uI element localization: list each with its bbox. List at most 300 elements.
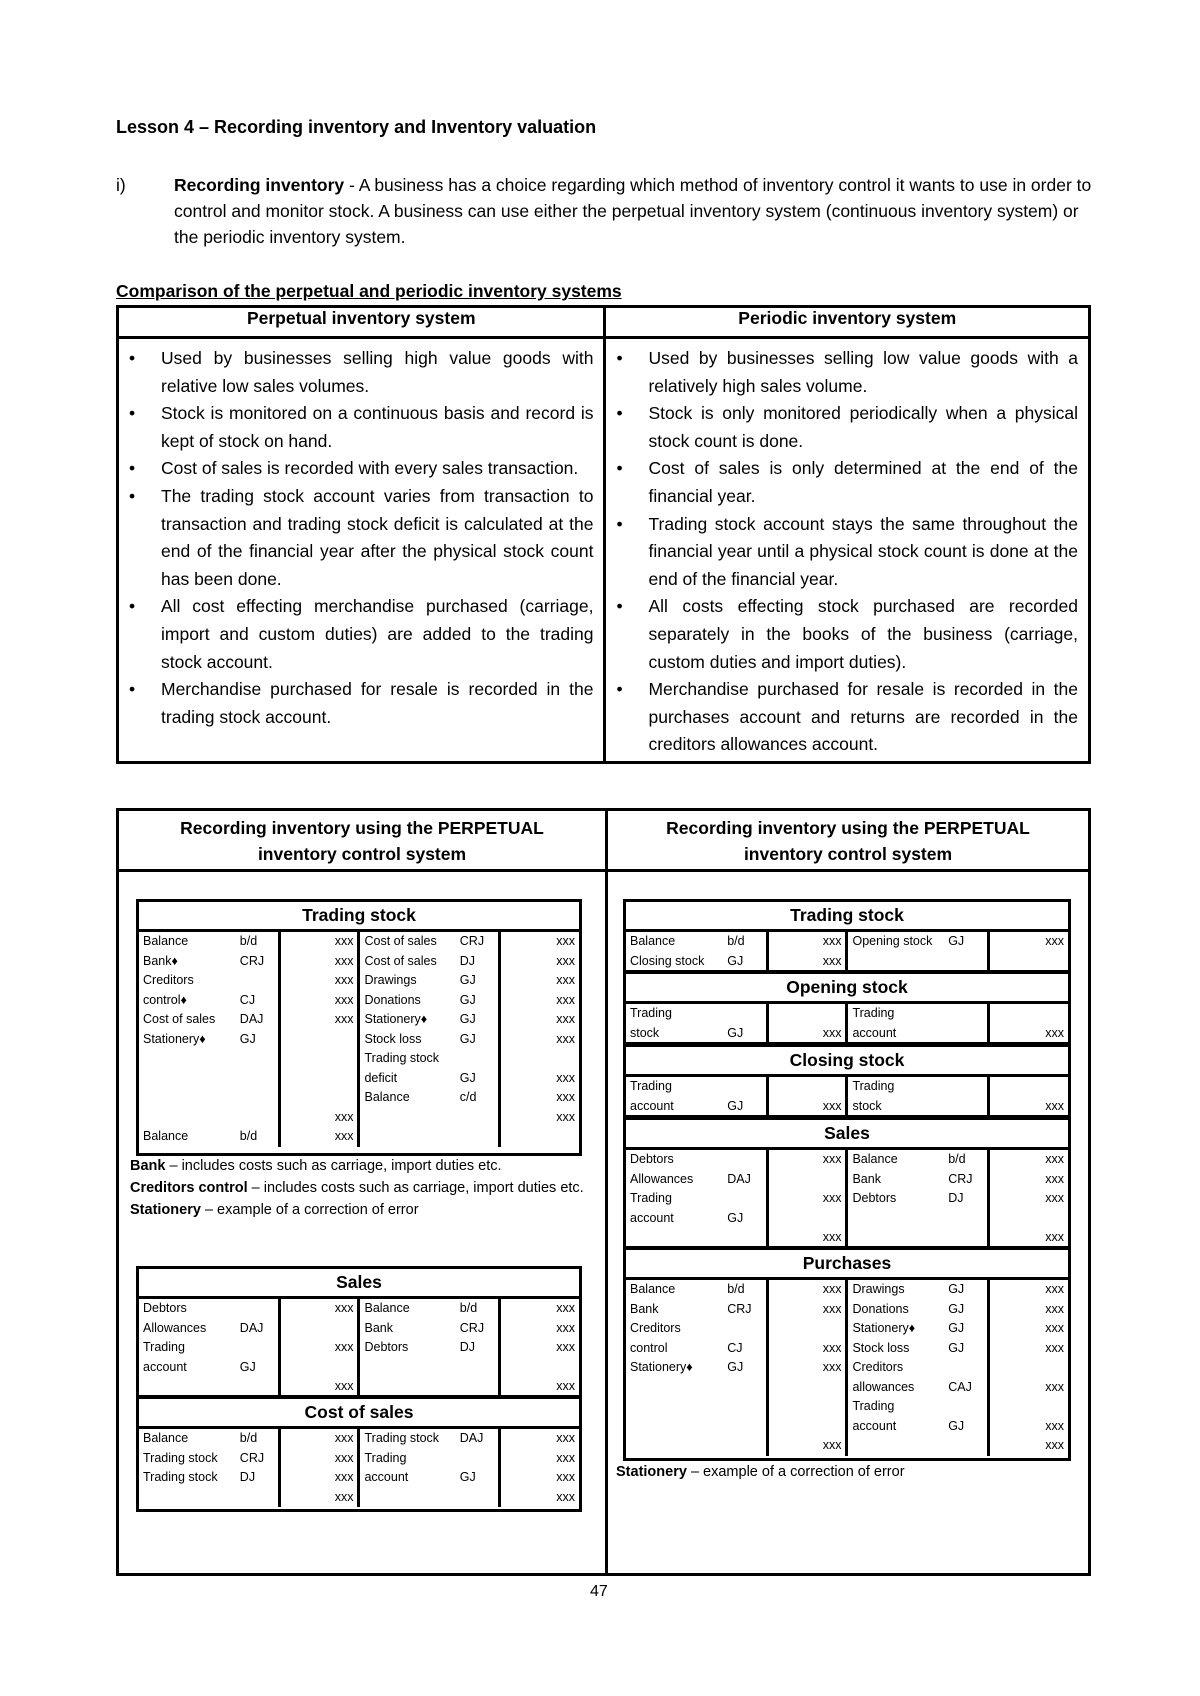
debit-details: Debtors bbox=[630, 1152, 674, 1166]
debit-folio bbox=[723, 1417, 767, 1437]
debit-details bbox=[139, 1108, 236, 1128]
bullet-point: • The trading stock account varies from transaction to transaction and trading stock deficit is calculated at the end of the financial year after the physical stock count has been done. bbox=[127, 483, 593, 593]
debit-details bbox=[139, 1069, 236, 1089]
debit-folio: GJ bbox=[723, 952, 767, 972]
credit-folio bbox=[944, 1436, 988, 1456]
account-title: Trading stock bbox=[626, 902, 1068, 932]
periodic-list bbox=[614, 345, 1078, 759]
credit-details: Debtors bbox=[852, 1191, 897, 1205]
credit-folio: GJ bbox=[944, 1339, 988, 1359]
periodic-closing-stock-account bbox=[623, 1044, 1071, 1118]
debit-amount: xxx bbox=[767, 932, 847, 952]
debit-amount: xxx bbox=[280, 1108, 359, 1128]
debit-folio bbox=[723, 1077, 767, 1097]
credit-details: Bank bbox=[364, 1320, 393, 1335]
debit-amount: xxx bbox=[280, 1377, 359, 1397]
debit-folio bbox=[723, 1319, 767, 1339]
debit-amount bbox=[767, 1417, 847, 1437]
lesson-title: Lesson 4 – Recording inventory and Inventory valuation bbox=[116, 117, 597, 137]
debit-folio: b/d bbox=[236, 1127, 280, 1147]
account-row bbox=[626, 1397, 1068, 1417]
credit-details: Trading stock bbox=[364, 1431, 440, 1445]
debit-details: control♦ bbox=[143, 992, 187, 1007]
perpetual-cell bbox=[118, 338, 605, 763]
account-row bbox=[139, 1010, 579, 1030]
credit-details: Debtors bbox=[364, 1340, 409, 1354]
credit-details: Stock loss bbox=[364, 1031, 422, 1046]
credit-folio: GJ bbox=[456, 1030, 500, 1050]
debit-details bbox=[139, 1488, 236, 1508]
credit-details: Creditors bbox=[852, 1360, 904, 1374]
account-row bbox=[626, 1417, 1068, 1437]
debit-details: Bank bbox=[630, 1301, 659, 1316]
account-row bbox=[139, 1488, 579, 1508]
credit-folio: b/d bbox=[456, 1299, 500, 1319]
credit-amount: xxx bbox=[556, 1070, 575, 1085]
credit-folio bbox=[944, 1397, 988, 1417]
debit-details: Trading bbox=[143, 1340, 185, 1354]
credit-amount: xxx bbox=[556, 1379, 575, 1393]
credit-folio: CAJ bbox=[944, 1378, 988, 1398]
debit-folio bbox=[236, 1069, 280, 1089]
account-row bbox=[626, 1228, 1068, 1248]
credit-amount: xxx bbox=[556, 973, 575, 987]
credit-amount bbox=[988, 1077, 1068, 1097]
credit-details: Donations bbox=[852, 1301, 909, 1316]
bullet-point: • Cost of sales is only determined at the end of the financial year. bbox=[614, 455, 1078, 510]
credit-amount: xxx bbox=[556, 992, 575, 1007]
note-bank: Bank – includes costs such as carriage, import duties etc. bbox=[130, 1158, 502, 1174]
debit-amount: xxx bbox=[280, 1449, 359, 1469]
account-title: Sales bbox=[626, 1120, 1068, 1150]
credit-folio bbox=[456, 1049, 500, 1069]
debit-folio: DAJ bbox=[236, 1010, 280, 1030]
perpetual-sales-account bbox=[136, 1266, 582, 1398]
credit-details bbox=[847, 952, 944, 972]
debit-amount: xxx bbox=[280, 1488, 359, 1508]
account-row bbox=[139, 1449, 579, 1469]
credit-amount: xxx bbox=[556, 1090, 575, 1104]
debit-details: Trading stock bbox=[143, 1450, 218, 1465]
debit-folio: CRJ bbox=[723, 1300, 767, 1320]
credit-details: Stationery♦ bbox=[852, 1321, 916, 1335]
debit-amount: xxx bbox=[767, 1300, 847, 1320]
credit-folio bbox=[944, 1358, 988, 1378]
debit-details: account bbox=[630, 1098, 674, 1113]
account-row bbox=[626, 932, 1068, 952]
credit-amount: xxx bbox=[556, 1012, 575, 1026]
debit-amount: xxx bbox=[767, 1358, 847, 1378]
debit-amount: xxx bbox=[767, 1024, 847, 1044]
bullet-point: • Cost of sales is recorded with every sales transaction. bbox=[127, 455, 593, 483]
credit-amount: xxx bbox=[1045, 1418, 1064, 1433]
debit-amount: xxx bbox=[280, 1127, 359, 1147]
account-row bbox=[139, 1429, 579, 1449]
debit-amount: xxx bbox=[280, 1468, 359, 1488]
debit-folio bbox=[236, 1488, 280, 1508]
account-row bbox=[139, 1377, 579, 1397]
credit-amount: xxx bbox=[1045, 1301, 1064, 1316]
account-row bbox=[626, 1170, 1068, 1190]
credit-amount bbox=[500, 1127, 579, 1147]
account-title: Opening stock bbox=[626, 974, 1068, 1004]
credit-folio bbox=[944, 1209, 988, 1229]
credit-details: allowances bbox=[852, 1379, 915, 1394]
credit-details: Balance bbox=[852, 1152, 898, 1166]
debit-details: Balance bbox=[143, 934, 189, 948]
credit-details bbox=[847, 1209, 944, 1229]
credit-amount: xxx bbox=[556, 1431, 575, 1445]
debit-details: Closing stock bbox=[630, 953, 705, 968]
account-row bbox=[139, 1030, 579, 1050]
debit-amount: xxx bbox=[280, 952, 359, 972]
debit-folio: GJ bbox=[723, 1097, 767, 1117]
debit-amount bbox=[280, 1049, 359, 1069]
credit-details: Trading bbox=[364, 1450, 407, 1465]
debit-folio: CRJ bbox=[236, 1449, 280, 1469]
debit-amount: xxx bbox=[280, 1299, 359, 1319]
credit-details: account bbox=[364, 1470, 409, 1484]
credit-folio: c/d bbox=[456, 1088, 500, 1108]
recording-text: - A business has a choice regarding which method of inventory control it wants to use in order to control and monitor stock. A business can use either the perpetual inventory system (continuous inventory system) or the periodic inventory system. bbox=[174, 175, 1092, 247]
debit-details bbox=[139, 1049, 236, 1069]
debit-folio bbox=[723, 1397, 767, 1417]
credit-details: Drawings bbox=[364, 973, 417, 987]
comparison-title: Comparison of the perpetual and periodic inventory systems bbox=[116, 281, 622, 301]
debit-folio bbox=[236, 1108, 280, 1128]
credit-details: Trading bbox=[852, 1079, 895, 1093]
credit-details bbox=[847, 1436, 944, 1456]
account-row bbox=[139, 1319, 579, 1339]
item-number: i) bbox=[116, 175, 126, 195]
recording-heading: Recording inventory bbox=[174, 175, 345, 195]
debit-folio: CJ bbox=[723, 1339, 767, 1359]
account-row bbox=[626, 1319, 1068, 1339]
periodic-trading-stock-account bbox=[623, 899, 1071, 973]
debit-amount bbox=[280, 1069, 359, 1089]
account-row bbox=[139, 1069, 579, 1089]
periodic-cell bbox=[605, 338, 1090, 763]
debit-amount: xxx bbox=[767, 1436, 847, 1456]
credit-amount: xxx bbox=[1045, 1340, 1064, 1355]
debit-amount bbox=[767, 1319, 847, 1339]
credit-amount bbox=[988, 1358, 1068, 1378]
credit-amount bbox=[988, 1209, 1068, 1229]
debit-amount bbox=[280, 1088, 359, 1108]
credit-details bbox=[359, 1108, 456, 1128]
credit-folio: CRJ bbox=[456, 1319, 500, 1339]
debit-details: Trading bbox=[630, 1006, 672, 1020]
perpetual-header: Perpetual inventory system bbox=[118, 307, 605, 338]
credit-details: Bank bbox=[852, 1171, 881, 1186]
account-row bbox=[626, 1436, 1068, 1456]
debit-folio: b/d bbox=[236, 932, 280, 952]
credit-folio: CRJ bbox=[456, 932, 500, 952]
debit-details: account bbox=[630, 1210, 674, 1225]
account-row bbox=[139, 1338, 579, 1358]
credit-folio: GJ bbox=[456, 1010, 500, 1030]
account-title: Trading stock bbox=[139, 902, 579, 932]
perpetual-notes bbox=[130, 1155, 590, 1221]
bullet-point: • All costs effecting stock purchased are recorded separately in the books of the business (carriage, custom duties and import duties). bbox=[614, 593, 1078, 676]
perpetual-cost-of-sales-account bbox=[136, 1396, 582, 1512]
debit-details: Trading bbox=[630, 1079, 672, 1093]
credit-folio bbox=[944, 952, 988, 972]
credit-amount: xxx bbox=[1045, 1321, 1064, 1335]
debit-amount bbox=[767, 1397, 847, 1417]
credit-amount: xxx bbox=[1045, 1152, 1064, 1166]
debit-folio bbox=[236, 1338, 280, 1358]
debit-details: Trading stock bbox=[143, 1470, 218, 1484]
debit-details: Stationery♦ bbox=[143, 1031, 206, 1046]
debit-folio: b/d bbox=[236, 1429, 280, 1449]
bullet-point: • Merchandise purchased for resale is recorded in the trading stock account. bbox=[127, 676, 593, 731]
credit-folio bbox=[944, 1004, 988, 1024]
debit-details bbox=[139, 1088, 236, 1108]
debit-details: control bbox=[630, 1340, 668, 1355]
debit-amount bbox=[280, 1030, 359, 1050]
credit-folio bbox=[456, 1488, 500, 1508]
credit-amount bbox=[988, 1004, 1068, 1024]
credit-amount: xxx bbox=[1045, 1098, 1064, 1113]
debit-details: Allowances bbox=[630, 1171, 694, 1186]
credit-amount bbox=[988, 1397, 1068, 1417]
credit-folio: DJ bbox=[456, 1338, 500, 1358]
credit-folio bbox=[944, 1024, 988, 1044]
credit-amount: xxx bbox=[556, 934, 575, 948]
credit-folio: GJ bbox=[456, 991, 500, 1011]
comparison-table bbox=[116, 305, 1091, 764]
debit-details: Balance bbox=[143, 1129, 189, 1143]
periodic-heading-line1: Recording inventory using the PERPETUAL bbox=[666, 818, 1030, 838]
debit-amount bbox=[280, 1319, 359, 1339]
credit-details: Cost of sales bbox=[364, 953, 437, 968]
credit-folio: GJ bbox=[944, 932, 988, 952]
account-title: Sales bbox=[139, 1269, 579, 1299]
credit-details: Drawings bbox=[852, 1282, 905, 1296]
account-row bbox=[626, 1150, 1068, 1170]
bullet-point: • Used by businesses selling low value goods with a relatively high sales volume. bbox=[614, 345, 1078, 400]
credit-details: account bbox=[852, 1418, 897, 1433]
account-row bbox=[626, 1024, 1068, 1044]
debit-folio bbox=[236, 1049, 280, 1069]
debit-details: Creditors bbox=[143, 973, 194, 987]
account-row bbox=[626, 1280, 1068, 1300]
account-row bbox=[626, 1097, 1068, 1117]
recording-inventory-paragraph bbox=[116, 172, 1096, 250]
credit-amount: xxx bbox=[556, 1450, 575, 1465]
perpetual-heading-line1: Recording inventory using the PERPETUAL bbox=[180, 818, 544, 838]
credit-amount: xxx bbox=[556, 1489, 575, 1504]
credit-details: Balance bbox=[364, 1090, 410, 1104]
credit-details bbox=[847, 1228, 944, 1248]
credit-details: account bbox=[852, 1025, 897, 1040]
debit-folio bbox=[723, 1436, 767, 1456]
debit-amount bbox=[767, 1004, 847, 1024]
debit-amount: xxx bbox=[767, 1280, 847, 1300]
debit-amount: xxx bbox=[280, 991, 359, 1011]
account-row bbox=[139, 991, 579, 1011]
periodic-header: Periodic inventory system bbox=[605, 307, 1090, 338]
debit-folio: CJ bbox=[236, 991, 280, 1011]
credit-folio: GJ bbox=[944, 1300, 988, 1320]
credit-amount: xxx bbox=[556, 1320, 575, 1335]
credit-folio: GJ bbox=[456, 971, 500, 991]
bullet-point: • Stock is monitored on a continuous basis and record is kept of stock on hand. bbox=[127, 400, 593, 455]
bullet-point: • All cost effecting merchandise purchased (carriage, import and custom duties) are added to the trading stock account. bbox=[127, 593, 593, 676]
debit-folio bbox=[236, 1299, 280, 1319]
account-title: Closing stock bbox=[626, 1047, 1068, 1077]
credit-folio bbox=[456, 1127, 500, 1147]
debit-details: account bbox=[143, 1359, 187, 1374]
debit-amount: xxx bbox=[767, 952, 847, 972]
periodic-heading-line2: inventory control system bbox=[743, 844, 953, 864]
credit-amount: xxx bbox=[556, 953, 575, 968]
account-row bbox=[139, 1049, 579, 1069]
perpetual-heading-line2: inventory control system bbox=[257, 844, 467, 864]
debit-folio bbox=[723, 1004, 767, 1024]
credit-details bbox=[359, 1127, 456, 1147]
account-row bbox=[139, 971, 579, 991]
debit-folio bbox=[723, 1228, 767, 1248]
debit-details bbox=[626, 1417, 723, 1437]
credit-folio: GJ bbox=[944, 1319, 988, 1339]
debit-folio: b/d bbox=[723, 1280, 767, 1300]
debit-folio bbox=[723, 1378, 767, 1398]
credit-folio bbox=[456, 1449, 500, 1469]
bullet-point: • Stock is only monitored periodically when a physical stock count is done. bbox=[614, 400, 1078, 455]
debit-folio bbox=[723, 1189, 767, 1209]
account-row bbox=[139, 932, 579, 952]
account-row bbox=[626, 1300, 1068, 1320]
credit-details: stock bbox=[852, 1098, 882, 1113]
credit-details: Stationery♦ bbox=[364, 1012, 428, 1026]
credit-details: Cost of sales bbox=[364, 934, 437, 948]
periodic-opening-stock-account bbox=[623, 971, 1071, 1045]
account-row bbox=[139, 1127, 579, 1147]
credit-folio bbox=[456, 1377, 500, 1397]
debit-details: Balance bbox=[630, 934, 676, 948]
note-creditors-control: Creditors control – includes costs such as carriage, import duties etc. bbox=[130, 1180, 584, 1196]
debit-details bbox=[626, 1397, 723, 1417]
credit-details bbox=[359, 1358, 456, 1378]
credit-amount bbox=[500, 1049, 579, 1069]
account-row bbox=[626, 1339, 1068, 1359]
account-row bbox=[139, 1299, 579, 1319]
debit-details: Creditors bbox=[630, 1321, 681, 1335]
credit-details: Trading bbox=[852, 1006, 895, 1020]
debit-folio: b/d bbox=[723, 932, 767, 952]
perpetual-list bbox=[127, 345, 593, 731]
account-row bbox=[139, 1088, 579, 1108]
debit-folio: GJ bbox=[723, 1209, 767, 1229]
periodic-note-stationery: Stationery – example of a correction of error bbox=[616, 1464, 905, 1480]
perpetual-trading-stock-account bbox=[136, 899, 582, 1156]
credit-details: Trading bbox=[852, 1399, 895, 1413]
credit-folio: GJ bbox=[456, 1069, 500, 1089]
account-title: Cost of sales bbox=[139, 1399, 579, 1429]
credit-details: Balance bbox=[364, 1301, 410, 1315]
debit-amount bbox=[767, 1170, 847, 1190]
credit-amount: xxx bbox=[1045, 1230, 1064, 1244]
bullet-point: • Trading stock account stays the same throughout the financial year until a physical stock count is done at the end of the financial year. bbox=[614, 511, 1078, 594]
bullet-point: • Used by businesses selling high value goods with relative low sales volumes. bbox=[127, 345, 593, 400]
debit-folio: DAJ bbox=[236, 1319, 280, 1339]
debit-amount: xxx bbox=[767, 1189, 847, 1209]
debit-details: Allowances bbox=[143, 1320, 207, 1335]
debit-details bbox=[626, 1436, 723, 1456]
debit-details: Balance bbox=[630, 1282, 676, 1296]
debit-folio bbox=[236, 1377, 280, 1397]
credit-folio bbox=[944, 1097, 988, 1117]
debit-amount: xxx bbox=[280, 1010, 359, 1030]
account-row bbox=[626, 952, 1068, 972]
debit-amount: xxx bbox=[280, 932, 359, 952]
credit-amount: xxx bbox=[1045, 1282, 1064, 1296]
debit-amount: xxx bbox=[767, 1150, 847, 1170]
debit-details: Cost of sales bbox=[143, 1012, 216, 1026]
credit-folio: DJ bbox=[456, 952, 500, 972]
debit-amount bbox=[767, 1378, 847, 1398]
credit-folio: b/d bbox=[944, 1150, 988, 1170]
perpetual-section-heading bbox=[119, 815, 605, 867]
credit-folio bbox=[456, 1108, 500, 1128]
credit-details: Stock loss bbox=[852, 1340, 910, 1355]
debit-folio: GJ bbox=[236, 1030, 280, 1050]
periodic-purchases-account bbox=[623, 1247, 1071, 1461]
debit-folio: GJ bbox=[236, 1358, 280, 1378]
debit-details: Debtors bbox=[143, 1301, 187, 1315]
account-row bbox=[626, 1358, 1068, 1378]
debit-folio bbox=[723, 1150, 767, 1170]
recording-comparison-box bbox=[116, 808, 1091, 1576]
credit-folio: GJ bbox=[456, 1468, 500, 1488]
debit-amount: xxx bbox=[280, 971, 359, 991]
credit-folio bbox=[456, 1358, 500, 1378]
credit-details: deficit bbox=[364, 1070, 398, 1085]
credit-amount: xxx bbox=[1045, 1025, 1064, 1040]
credit-amount bbox=[988, 952, 1068, 972]
credit-amount: xxx bbox=[1045, 1438, 1064, 1452]
page-number: 47 bbox=[590, 1583, 608, 1600]
debit-folio: CRJ bbox=[236, 952, 280, 972]
credit-folio: GJ bbox=[944, 1417, 988, 1437]
periodic-section-heading bbox=[608, 815, 1088, 867]
bullet-point: • Merchandise purchased for resale is recorded in the purchases account and returns are recorded in the creditors allowances account. bbox=[614, 676, 1078, 759]
credit-amount: xxx bbox=[556, 1340, 575, 1354]
account-row bbox=[626, 1378, 1068, 1398]
debit-details bbox=[626, 1228, 723, 1248]
credit-details bbox=[359, 1377, 456, 1397]
credit-amount bbox=[500, 1358, 579, 1378]
credit-folio: GJ bbox=[944, 1280, 988, 1300]
debit-details bbox=[139, 1377, 236, 1397]
debit-amount: xxx bbox=[767, 1097, 847, 1117]
credit-amount: xxx bbox=[1045, 934, 1064, 948]
credit-amount: xxx bbox=[1045, 1379, 1064, 1394]
note-stationery: Stationery – example of a correction of error bbox=[130, 1202, 419, 1218]
credit-folio: CRJ bbox=[944, 1170, 988, 1190]
debit-amount bbox=[767, 1209, 847, 1229]
debit-folio: GJ bbox=[723, 1024, 767, 1044]
debit-folio: GJ bbox=[723, 1358, 767, 1378]
debit-details: Stationery♦ bbox=[630, 1360, 693, 1374]
debit-details: Trading bbox=[630, 1191, 672, 1205]
debit-amount: xxx bbox=[280, 1429, 359, 1449]
credit-amount: xxx bbox=[1045, 1191, 1064, 1205]
credit-details: Opening stock bbox=[852, 934, 933, 948]
account-row bbox=[626, 1189, 1068, 1209]
